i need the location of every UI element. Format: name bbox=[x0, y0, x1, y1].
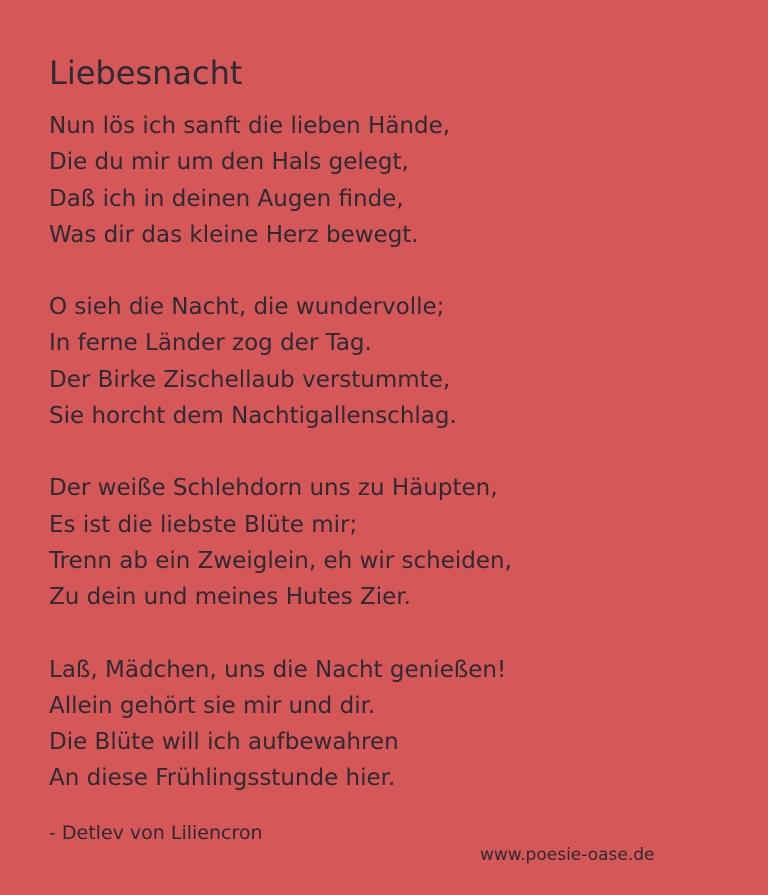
website-watermark: www.poesie-oase.de bbox=[480, 845, 655, 865]
stanza bbox=[49, 652, 729, 797]
poem-line: Laß, Mädchen, uns die Nacht genießen! bbox=[49, 656, 507, 683]
poem-line: O sieh die Nacht, die wundervolle; bbox=[49, 294, 445, 321]
poem-title: Liebesnacht bbox=[49, 54, 243, 92]
poem-line: Daß ich in deinen Augen finde, bbox=[49, 185, 404, 212]
poem-line: Die du mir um den Hals gelegt, bbox=[49, 149, 409, 176]
poem-line: Der Birke Zischellaub verstummte, bbox=[49, 366, 451, 393]
stanza bbox=[49, 289, 729, 434]
stanza bbox=[49, 470, 729, 615]
poem-line: In ferne Länder zog der Tag. bbox=[49, 330, 372, 357]
poem-author: - Detlev von Liliencron bbox=[49, 822, 263, 844]
poem-line: Sie horcht dem Nachtigallenschlag. bbox=[49, 403, 457, 430]
poem-line: Was dir das kleine Herz bewegt. bbox=[49, 221, 419, 248]
poem-line: Der weiße Schlehdorn uns zu Häupten, bbox=[49, 475, 498, 502]
poem-line: Nun lös ich sanft die lieben Hände, bbox=[49, 113, 451, 139]
poem-line: Zu dein und meines Hutes Zier. bbox=[49, 584, 411, 611]
poem-body bbox=[49, 108, 729, 833]
poem-line: Die Blüte will ich aufbewahren bbox=[49, 729, 399, 756]
poem-line: Es ist die liebste Blüte mir; bbox=[49, 511, 358, 538]
poem-line: An diese Frühlingsstunde hier. bbox=[49, 765, 396, 792]
poem-line: Trenn ab ein Zweiglein, eh wir scheiden, bbox=[49, 547, 512, 574]
poem-line: Allein gehört sie mir und dir. bbox=[49, 692, 376, 719]
stanza bbox=[49, 108, 729, 253]
